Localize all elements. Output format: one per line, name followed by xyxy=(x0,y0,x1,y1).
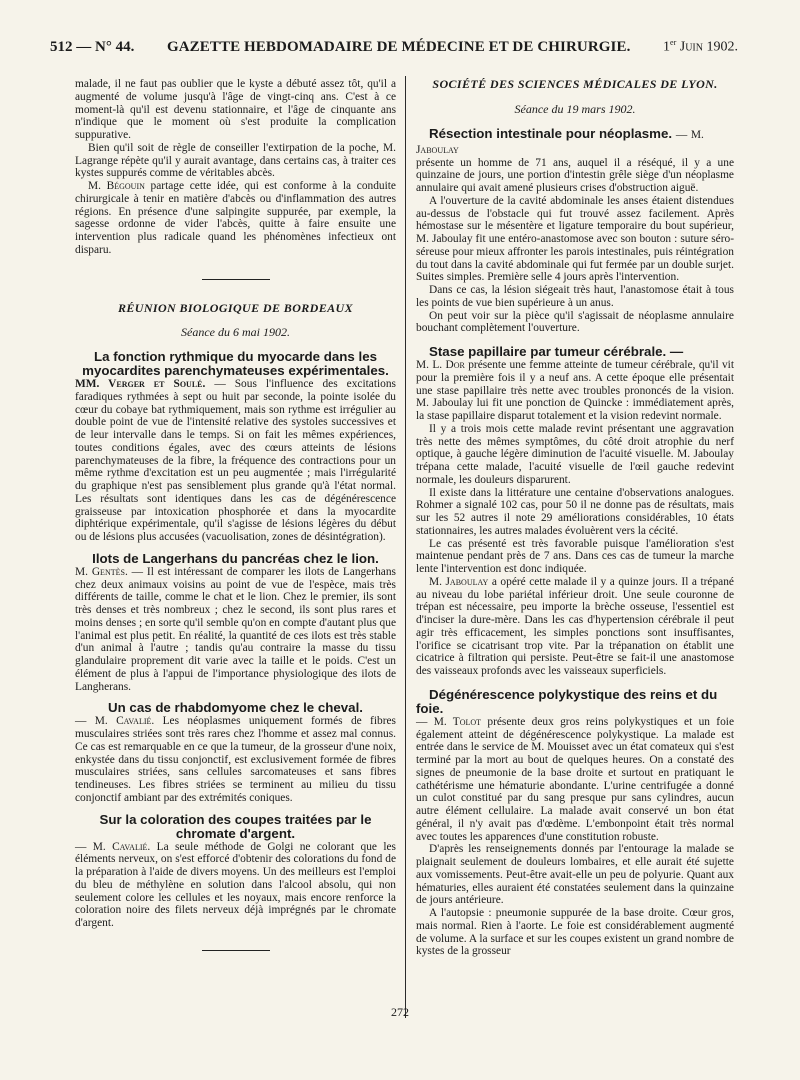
article-body: MM. Verger et Soulé. — Sous l'influence des excitations faradiques rythmées à sept ou huit par seconde, la pointe isolée du cœur du cobaye bat rythmiquement, mais son rythme est irrégulier au double point de vue de l'intensité relative des systoles successives et de leur intervalle dans le temps. Si on fait les mêmes expériences, toutes conditions égales, avec des cœurs atteints de lésions parenchymateuses de la fibre, la fréquence des contractions pour un même rythme d'excitation est un peu augmentée ; mais l'irrégularité du graphique n'est pas sensiblement plus grande qu'à l'état normal. Les résultats sont identiques dans les cas de dégénérescence graisseuse par intoxication phosphorée et dans la myocardite diphtérique expérimentale, qu'il s'agisse de lésions légères du début ou de lésions plus accusées (vacuolisation, zones de désintégration). xyxy=(75,378,396,543)
paragraph: Il y a trois mois cette malade revint présentant une aggravation très nette des mêmes symptômes, du côté droit atrophie du nerf optique, à gauche légère diminution de l'acuité visuelle. M. Jaboulay trépana cette malade, l'acuité visuelle de l'œil gauche redevint normale, les douleurs disparurent. xyxy=(416,422,734,486)
paragraph: M. Jaboulay a opéré cette malade il y a quinze jours. Il a trépané au niveau du lobe pariétal inférieur droit. Une seule couronne de trépan est nécessaire, peu importe la brèche osseuse, l'essentiel est d'inciser la dure-mère. Dans les cas d'hypertension cérébrale il peut agir très efficacement, les simples ponctions sont insuffisantes, l'orifice se cicatrisant trop vite. Par la trépanation on établit une cicatrice à filtration qui persiste. Peut-être se fait-il une anastomose des vaisseaux profonds avec les vaisseaux superficiels. xyxy=(416,575,734,677)
session-date: Séance du 6 mai 1902. xyxy=(181,325,290,340)
paragraph: On peut voir sur la pièce qu'il s'agissait de néoplasme annulaire bouchant complètement l'ouverture. xyxy=(416,309,734,335)
paragraph: Le cas présenté est très favorable puisque l'amélioration s'est maintenue pendant près de 7 ans. Dans ces cas de tumeur la marche lente l'intervention est donc indiquée. xyxy=(416,537,734,575)
folio-number: 272 xyxy=(391,1005,409,1019)
article-title: Un cas de rhabdomyome chez le cheval. xyxy=(108,700,363,716)
journal-title: GAZETTE HEBDOMADAIRE DE MÉDECINE ET DE CHIRURGIE. xyxy=(166,38,631,55)
society-heading: SOCIÉTÉ DES SCIENCES MÉDICALES DE LYON. xyxy=(432,77,718,91)
issue-date: 1er Juin 1902. xyxy=(663,38,738,55)
left-column xyxy=(75,78,396,951)
article-title: Résection intestinale pour néoplasme. — M. Jaboulay xyxy=(416,125,704,156)
article-title: Stase papillaire par tumeur cérébrale. — xyxy=(429,344,684,359)
article-body: — M. Tolot présente deux gros reins polykystiques et un foie également atteint de dégénérescence polykystique. La malade est entrée dans le service de M. Mouisset avec un état comateux qui s'est terminé par la mort au bout de quelques heures. On a constaté des signes de pneumonie de la base droite et surtout en pratiquant le cathétérisme une hématurie abondante. L'urine centrifugée a donné un culot constitué par du sang presque pur sans cylindres, aucun autre élément cellulaire. La malade avait conservé un bon état général, il n'y avait pas d'œdème. L'embonpoint était très normal avec toutes les apparences d'une constitution robuste. xyxy=(416,715,734,843)
paragraph: M. Bégouin partage cette idée, qui est conforme à la conduite chirurgicale à tenir en matière d'abcès ou d'inflammation des autres régions. En présence d'une salpingite suppurée, par exemple, la sagesse ordonne de vider l'abcès, quitte à faire ensuite une intervention plus radicale quand les phénomènes infectieux ont disparu. xyxy=(75,180,396,256)
running-header xyxy=(50,38,738,58)
paragraph: Bien qu'il soit de règle de conseiller l'extirpation de la poche, M. Lagrange répète qu'il y aurait avantage, dans certains cas, à traiter ces kystes suppurés comme de véritables abcès. xyxy=(75,141,396,180)
page-number-issue: 512 — N° 44. xyxy=(50,38,135,55)
article-title: Dégénérescence polykystique des reins et du foie. xyxy=(416,686,718,716)
paragraph: D'après les renseignements donnés par l'entourage la malade se plaignait seulement de douleurs lombaires, et elle aurait été sujette aux vomissements. Peut-être avait-elle un peu de polyurie. Quant aux hématuries, elles auraient été constatées seulement dans la quinzaine de jours antérieure. xyxy=(416,843,734,907)
article-title: La fonction rythmique du myocarde dans les myocardites parenchymateuses expérimentales. xyxy=(82,349,389,378)
article-body: M. L. Dor présente une femme atteinte de tumeur cérébrale, qu'il vit pour la première fois il y a neuf ans. A cette époque elle présentait une stase papillaire très nette avec troubles prononcés de la vision. M. Jaboulay lui fit une ponction de Quincke : immédiatement après, la stase papillaire disparut totalement et la vision redevint normale. xyxy=(416,359,734,422)
paragraph: A l'autopsie : pneumonie suppurée de la base droite. Cœur gros, mais normal. Rien à l'aorte. Le foie est considérablement augmenté de volume. A la surface et sur les coupes existent un grand nombre de kystes de la grosseur xyxy=(416,907,734,958)
article-body: — M. Cavalié. Les néoplasmes uniquement formés de fibres musculaires striées sont très rares chez l'homme et assez mal connus. Ce cas est remarquable en ce que la tumeur, de la grosseur d'une noix, enkystée dans du tissu conjonctif, est exclusivement formée de fibres musculaires striées, sans cellules sarcomateuses et sans fibres tendineuses. Les fibres striées se terminent au milieu du tissu conjonctif ambiant par des extrémités coniques. xyxy=(75,715,396,804)
paragraph: Il existe dans la littérature une centaine d'observations analogues. Rohmer a signalé 102 cas, pour 50 il ne donne pas de résultats, mais sur les 52 autres il note 29 améliorations considérables, 10 états stationnaires, les autres malades évoluèrent vers la cécité. xyxy=(416,486,734,537)
column-divider xyxy=(405,76,406,1018)
article-title: Ilots de Langerhans du pancréas chez le lion. xyxy=(92,550,379,566)
paragraph: malade, il ne faut pas oublier que le kyste a débuté assez tôt, qu'il a augmenté de volume jusqu'à l'âge de vingt-cinq ans. C'est à ce moment-là qu'il est devenu stationnaire, et l'âge de cinquante ans n'indique que le moment où s'est produite la complication suppurative. xyxy=(75,78,396,141)
society-heading: RÉUNION BIOLOGIQUE DE BORDEAUX xyxy=(117,300,354,315)
section-rule xyxy=(202,950,270,951)
right-column xyxy=(416,78,734,958)
paragraph: A l'ouverture de la cavité abdominale les anses étaient distendues au-dessus de l'obstacle qui fut trouvé assez facilement. Après hémostase sur le mésentère et ligature temporaire du bout supérieur, M. Jaboulay fit une entéro-anastomose avec son bouton : suture séro-séreuse pour mieux affronter les parois intestinales, puis réintégration du tout dans la cavité abdominale qui fut fermée par un double surjet. Suites simples. Première selle 4 jours après l'intervention. xyxy=(416,194,734,284)
article-body: — M. Cavalié. La seule méthode de Golgi ne colorant que les éléments nerveux, on s'est efforcé d'obtenir des colorations du fond de la préparation à l'aide de divers moyens. Un des meilleurs est l'emploi du bleu de méthylène en solution dans l'alcool absolu, qui non seulement colore les cellules et les noyaux, mais encore renforce la coloration noire des filets nerveux déjà imprégnés par le chromate d'argent. xyxy=(75,840,396,929)
article-body: M. Gentès. — Il est intéressant de comparer les ilots de Langerhans chez deux animaux voisins au point de vue de l'espèce, mais très différents de taille, comme le chat et le lion. Chez le premier, ils sont très denses et très nombreux ; chez le second, ils sont plus rares et moins denses ; en sorte qu'il semble qu'on en compte d'autant plus que l'animal est plus petit. En réalité, la quantité de ces ilots est très stable d'un animal à l'autre ; tandis qu'au contraire la masse du tissu glandulaire proprement dit varie avec la taille et le poids. C'est un élément de plus à l'appui de l'importance physiologique des ilots de Langherans. xyxy=(75,565,396,693)
session-date: Séance du 19 mars 1902. xyxy=(514,101,636,116)
paragraph: Dans ce cas, la lésion siégeait très haut, l'anastomose était à tous les points de vue bien supérieure à un anus. xyxy=(416,284,734,309)
article-title: Sur la coloration des coupes traitées par le chromate d'argent. xyxy=(99,811,372,841)
article-body: présente un homme de 71 ans, auquel il a réséqué, il y a une quinzaine de jours, une portion d'intestin grêle siège d'un néoplasme annulaire qui avait amené plusieurs crises d'obstruction aiguë. xyxy=(416,156,734,194)
